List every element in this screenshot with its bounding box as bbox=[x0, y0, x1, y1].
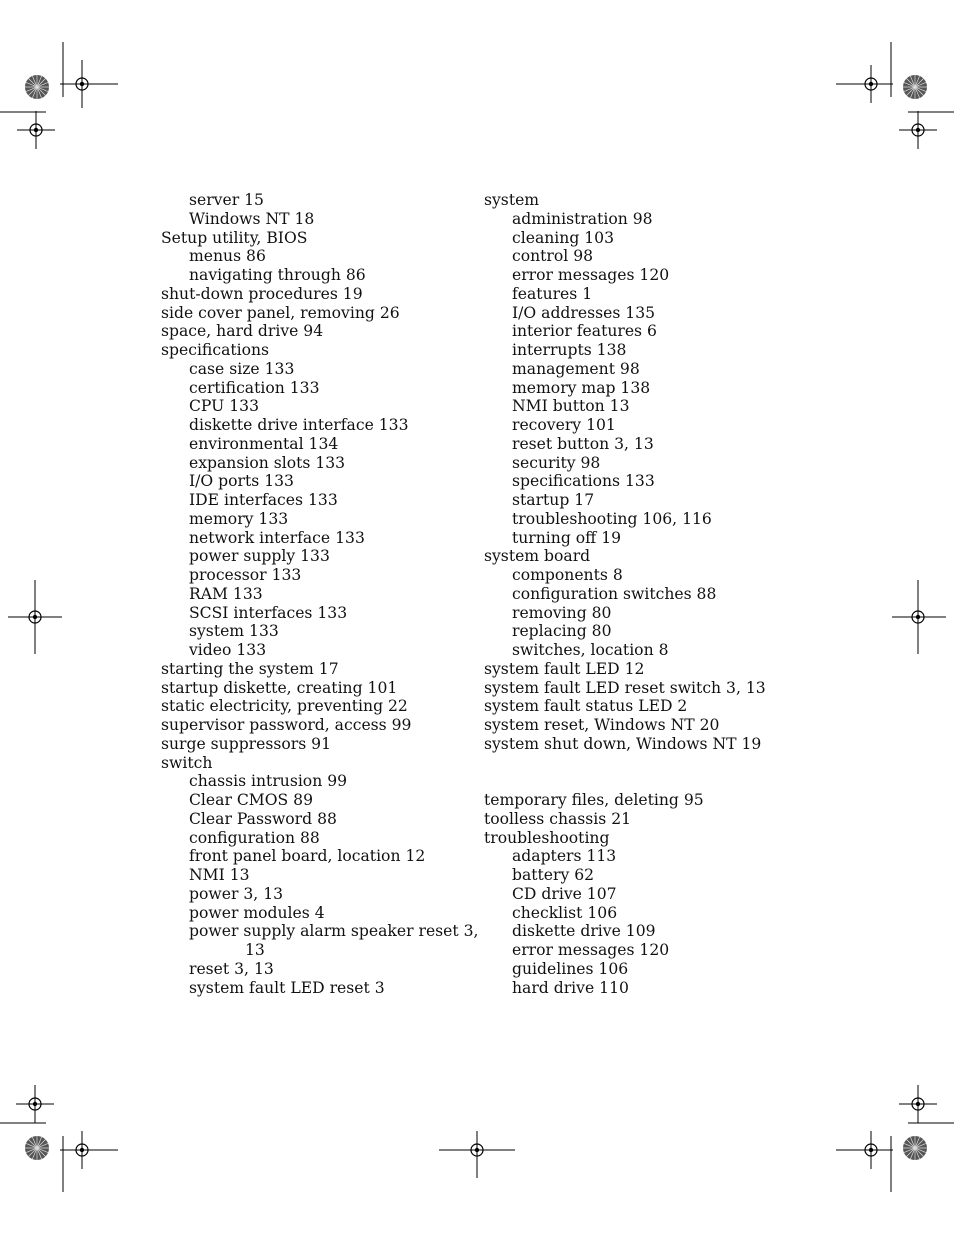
index-entry: space, hard drive 94 bbox=[161, 322, 324, 341]
index-subentry: Clear Password 88 bbox=[189, 809, 337, 828]
index-subentry: IDE interfaces 133 bbox=[189, 491, 338, 509]
index-column-right bbox=[484, 191, 784, 997]
index-subentry: I/O ports 133 bbox=[189, 472, 294, 491]
registration-target-icon bbox=[63, 1131, 101, 1169]
index-subentry: memory map 138 bbox=[512, 378, 651, 397]
index-subentry: features 1 bbox=[512, 284, 593, 303]
index-subentry: reset button 3, 13 bbox=[512, 434, 654, 453]
index-entry: static electricity, preventing 22 bbox=[161, 697, 408, 716]
index-subentry: case size 133 bbox=[189, 359, 295, 378]
index-subentry: interior features 6 bbox=[512, 322, 657, 341]
registration-target-icon bbox=[16, 598, 54, 636]
index-subentry: server 15 bbox=[189, 191, 264, 209]
index-subentry: specifications 133 bbox=[512, 472, 655, 491]
index-subentry: security 98 bbox=[512, 453, 601, 472]
index-subentry: administration 98 bbox=[512, 209, 653, 228]
index-subentry-continuation: 13 bbox=[245, 941, 265, 959]
starburst-mark-icon bbox=[25, 75, 49, 99]
registration-target-icon bbox=[16, 1085, 54, 1123]
index-letter-gap bbox=[484, 754, 784, 792]
index-subentry: menus 86 bbox=[189, 247, 266, 266]
index-subentry: battery 62 bbox=[512, 866, 595, 884]
index-subentry: memory 133 bbox=[189, 509, 289, 528]
index-entry: startup diskette, creating 101 bbox=[161, 678, 398, 697]
index-subentry: diskette drive interface 133 bbox=[189, 416, 409, 434]
index-subentry: checklist 106 bbox=[512, 903, 618, 922]
index-entry: Setup utility, BIOS bbox=[161, 228, 308, 247]
index-subentry: cleaning 103 bbox=[512, 228, 615, 247]
index-subentry: startup 17 bbox=[512, 491, 595, 509]
index-subentry: front panel board, location 12 bbox=[189, 847, 426, 866]
index-entry: system fault LED 12 bbox=[484, 659, 645, 678]
registration-target-icon bbox=[899, 1085, 937, 1123]
index-subentry: processor 133 bbox=[189, 566, 302, 584]
index-subentry: expansion slots 133 bbox=[189, 453, 346, 472]
index-subentry: removing 80 bbox=[512, 603, 612, 622]
index-entry: system board bbox=[484, 547, 591, 566]
index-subentry: hard drive 110 bbox=[512, 978, 629, 997]
index-subentry: power modules 4 bbox=[189, 903, 325, 922]
index-subentry: power 3, 13 bbox=[189, 884, 284, 903]
starburst-mark-icon bbox=[903, 1136, 927, 1160]
index-subentry: control 98 bbox=[512, 247, 594, 266]
starburst-mark-icon bbox=[903, 75, 927, 99]
index-subentry: network interface 133 bbox=[189, 528, 365, 547]
index-subentry: turning off 19 bbox=[512, 528, 622, 547]
index-subentry: CPU 133 bbox=[189, 397, 260, 416]
index-subentry: replacing 80 bbox=[512, 622, 612, 641]
starburst-mark-icon bbox=[25, 1136, 49, 1160]
index-subentry: environmental 134 bbox=[189, 434, 339, 453]
index-entry: system fault LED reset switch 3, 13 bbox=[484, 678, 766, 697]
index-entry: system fault status LED 2 bbox=[484, 697, 688, 716]
index-column-left bbox=[161, 191, 479, 997]
index-subentry: components 8 bbox=[512, 566, 623, 584]
index-subentry: CD drive 107 bbox=[512, 884, 617, 903]
index-entry: surge suppressors 91 bbox=[161, 734, 332, 753]
index-subentry: video 133 bbox=[189, 641, 267, 659]
index-subentry: power supply 133 bbox=[189, 547, 330, 566]
index-subentry: troubleshooting 106, 116 bbox=[512, 509, 712, 528]
index-subentry: guidelines 106 bbox=[512, 959, 629, 978]
index-subentry: configuration 88 bbox=[189, 828, 320, 847]
index-entry: temporary files, deleting 95 bbox=[484, 791, 704, 809]
index-subentry: Clear CMOS 89 bbox=[189, 791, 314, 809]
index-subentry: system 133 bbox=[189, 622, 279, 641]
index-subentry: system fault LED reset 3 bbox=[189, 978, 385, 997]
registration-target-icon bbox=[458, 1131, 496, 1169]
index-subentry: RAM 133 bbox=[189, 584, 263, 603]
index-subentry: adapters 113 bbox=[512, 847, 617, 866]
index-entry: specifications bbox=[161, 341, 270, 359]
registration-target-icon bbox=[852, 65, 890, 103]
index-entry: system bbox=[484, 191, 540, 209]
index-entry: supervisor password, access 99 bbox=[161, 716, 412, 734]
index-subentry bbox=[161, 922, 479, 960]
index-entry: system shut down, Windows NT 19 bbox=[484, 734, 762, 753]
index-subentry: management 98 bbox=[512, 359, 640, 378]
index-subentry: Windows NT 18 bbox=[189, 209, 315, 228]
index-entry: switch bbox=[161, 753, 213, 772]
index-subentry: navigating through 86 bbox=[189, 266, 366, 284]
index-subentry: I/O addresses 135 bbox=[512, 303, 656, 322]
index-subentry: error messages 120 bbox=[512, 266, 670, 284]
index-subentry: certification 133 bbox=[189, 378, 320, 397]
index-entry: toolless chassis 21 bbox=[484, 809, 632, 828]
index-subentry: reset 3, 13 bbox=[189, 959, 274, 978]
index-subentry: chassis intrusion 99 bbox=[189, 772, 348, 791]
index-subentry: switches, location 8 bbox=[512, 641, 669, 659]
index-subentry: recovery 101 bbox=[512, 416, 616, 434]
registration-target-icon bbox=[63, 65, 101, 103]
index-entry: system reset, Windows NT 20 bbox=[484, 716, 720, 734]
index-subentry: configuration switches 88 bbox=[512, 584, 717, 603]
registration-target-icon bbox=[17, 111, 55, 149]
index-subentry: interrupts 138 bbox=[512, 341, 627, 359]
index-subentry: diskette drive 109 bbox=[512, 922, 656, 941]
index-entry: shut-down procedures 19 bbox=[161, 284, 363, 303]
registration-target-icon bbox=[852, 1131, 890, 1169]
index-subentry: NMI 13 bbox=[189, 866, 250, 884]
index-subentry-text: power supply alarm speaker reset 3, bbox=[189, 922, 479, 941]
index-subentry: error messages 120 bbox=[512, 941, 670, 959]
index-entry: starting the system 17 bbox=[161, 659, 339, 678]
index-entry: troubleshooting bbox=[484, 828, 610, 847]
index-subentry: NMI button 13 bbox=[512, 397, 630, 416]
registration-target-icon bbox=[899, 111, 937, 149]
index-entry: side cover panel, removing 26 bbox=[161, 303, 400, 322]
index-subentry: SCSI interfaces 133 bbox=[189, 603, 348, 622]
registration-target-icon bbox=[899, 598, 937, 636]
